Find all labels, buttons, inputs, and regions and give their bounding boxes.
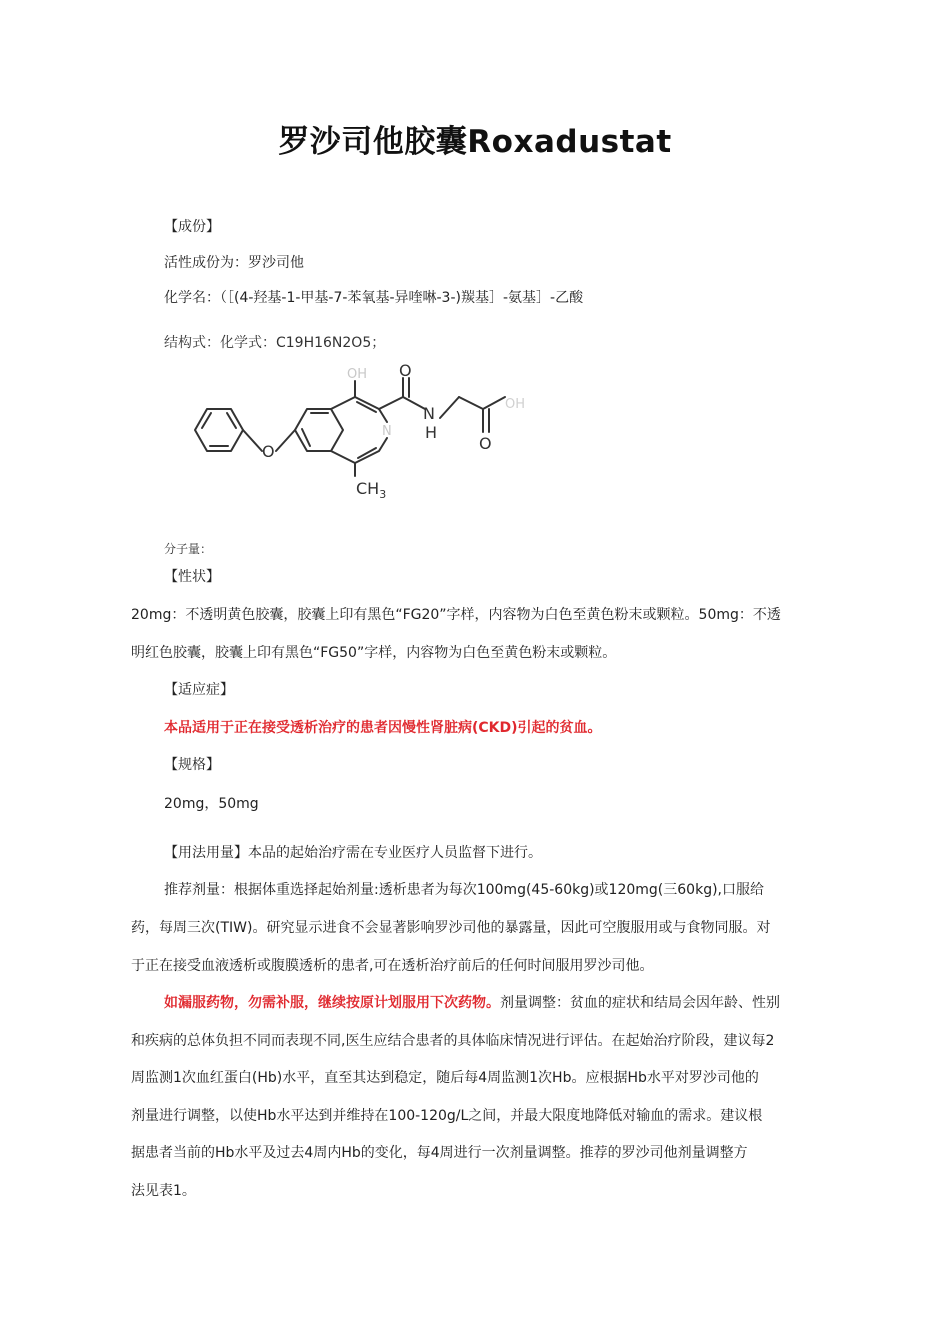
ring-nitrogen-label: N bbox=[382, 424, 392, 439]
pyridine-ring-bottom bbox=[331, 438, 387, 463]
dosage-intro: 本品的起始治疗需在专业医疗人员监督下进行。 bbox=[248, 845, 542, 861]
amide-oxygen-label: O bbox=[399, 361, 412, 380]
dose-line-2: 药，每周三次(TIW)。研究显示进食不会显著影响罗沙司他的暴露量，因此可空腹服用或与食物同服。对 bbox=[131, 920, 771, 936]
indication-text: 本品适用于正在接受透析治疗的患者因慢性肾脏病(CKD)引起的贫血。 bbox=[164, 720, 602, 736]
adjust-line-2: 和疾病的总体负担不同而表现不同,医生应结合患者的具体临床情况进行评估。在起始治疗阶段，建议每2 bbox=[131, 1033, 775, 1049]
methylene-acid-bond bbox=[459, 397, 483, 409]
dose-line-3: 于正在接受血液透析或腹膜透析的患者,可在透析治疗前后的任何时间服用罗沙司他。 bbox=[131, 958, 654, 974]
appearance-line-1: 20mg：不透明黄色胶囊，胶囊上印有黑色“FG20”字样，内容物为白色至黄色粉末或颗粒。50mg：不透 bbox=[131, 607, 781, 623]
spec-text: 20mg，50mg bbox=[164, 796, 259, 812]
phenyl-oxygen-bond bbox=[243, 430, 262, 451]
chemical-structure-diagram bbox=[180, 356, 550, 516]
appearance-line-2: 明红色胶囊，胶囊上印有黑色“FG50”字样，内容物为白色至黄色粉末或颗粒。 bbox=[131, 645, 617, 661]
amide-hydrogen-label: H bbox=[425, 423, 438, 442]
ether-oxygen-label: O bbox=[262, 442, 275, 461]
structure-formula-text: 结构式：化学式：C19H16N2O5； bbox=[164, 335, 386, 351]
adjust-line-3: 周监测1次血红蛋白(Hb)水平，直至其达到稳定，随后每4周监测1次Hb。应根据Hb水平对罗沙司他的 bbox=[131, 1070, 759, 1086]
phenyl-ring bbox=[195, 409, 243, 451]
spec-header: 【规格】 bbox=[164, 757, 220, 773]
methyl-c-label: $CH_3$ bbox=[356, 479, 387, 501]
amide-carbon-bond bbox=[379, 397, 403, 409]
structure-atom-labels bbox=[262, 361, 525, 501]
composition-header: 【成份】 bbox=[164, 219, 220, 235]
hydroxyl-label: OH bbox=[347, 367, 368, 382]
chemical-name: 化学名：（［(4-羟基-1-甲基-7-苯氧基-异喹啉-3-)羰基］-氨基］-乙酸 bbox=[164, 290, 584, 306]
missed-dose-text: 如漏服药物，勿需补服，继续按原计划服用下次药物。 bbox=[164, 995, 500, 1011]
structure-formula-line bbox=[164, 333, 386, 351]
structure-bonds bbox=[195, 378, 505, 476]
dose-line-1: 推荐剂量：根据体重选择起始剂量:透析患者为每次100mg(45-60kg)或120mg(三60kg),口服给 bbox=[164, 882, 764, 898]
adjust-line-1-rest: 剂量调整：贫血的症状和结局会因年龄、性别 bbox=[500, 995, 780, 1011]
dosage-header: 【用法用量】 bbox=[164, 845, 248, 861]
adjust-line-1 bbox=[164, 993, 780, 1013]
molecular-weight-line bbox=[164, 542, 213, 556]
oxygen-ring-bond bbox=[276, 430, 295, 451]
dosage-paragraph-intro bbox=[164, 843, 542, 863]
page-title: 罗沙司他胶囊Roxadustat bbox=[278, 124, 672, 160]
appearance-header: 【性状】 bbox=[164, 569, 220, 585]
acid-carbonyl-oxygen-label: O bbox=[479, 434, 492, 453]
acid-hydroxyl-bond bbox=[483, 397, 505, 409]
molecular-weight-text: 分子量： bbox=[164, 542, 213, 556]
amide-nitrogen-label: N bbox=[423, 404, 435, 423]
adjust-line-4: 剂量进行调整，以使Hb水平达到并维持在100-120g/L之间，并最大限度地降低对输血的需求。建议根 bbox=[131, 1108, 763, 1124]
amide-nitrogen-bond bbox=[403, 397, 425, 409]
adjust-line-5: 据患者当前的Hb水平及过去4周内Hb的变化，每4周进行一次剂量调整。推荐的罗沙司他剂量调整方 bbox=[131, 1145, 748, 1161]
nitrogen-methylene-bond bbox=[440, 397, 459, 418]
active-ingredient: 活性成份为：罗沙司他 bbox=[164, 255, 304, 271]
acid-hydroxyl-label: OH bbox=[505, 397, 526, 412]
adjust-line-6: 法见表1。 bbox=[131, 1183, 196, 1199]
indication-header: 【适应症】 bbox=[164, 682, 234, 698]
